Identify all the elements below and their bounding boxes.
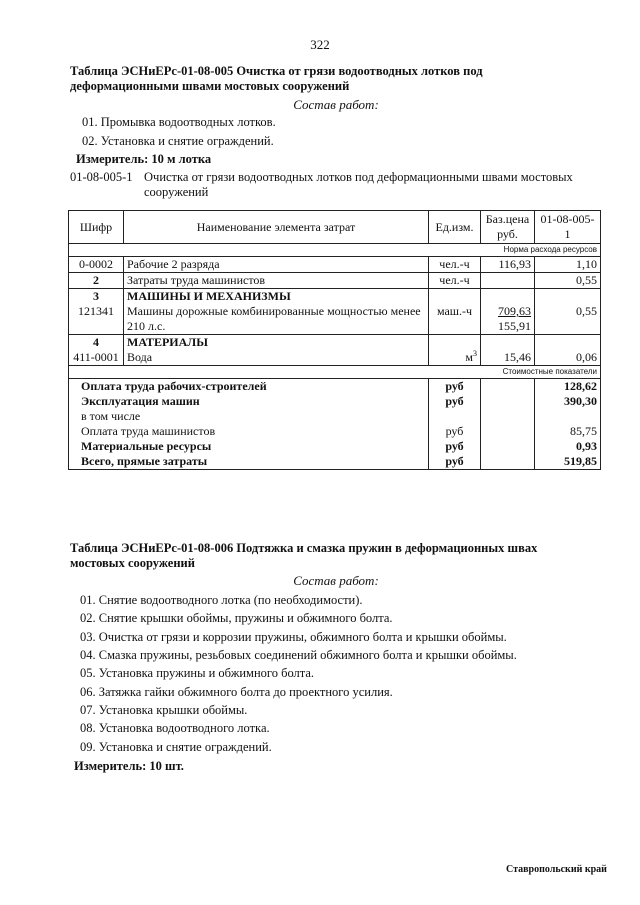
row-unit: чел.-ч [429,273,481,289]
header-name: Наименование элемента затрат [124,211,429,244]
cost-value [535,409,601,424]
row-cipher-group [69,289,124,335]
table2-title: Таблица ЭСНиЕРс-01-08-006 Подтяжка и смазка пружин в деформационных швах мостовых сооружений [70,541,538,570]
row-cipher: 2 [69,273,124,289]
table2-work-item: 03. Очистка от грязи и коррозии пружины, обжимного болта и крышки обоймы. [80,630,507,644]
table2-work-item: 01. Снятие водоотводного лотка (по необходимости). [80,593,363,607]
row-price: 15,46 [481,335,535,366]
cost-value: 0,93 [535,439,601,454]
norm-header-row [69,244,601,257]
table-header-row [69,211,601,244]
table-row [69,289,601,335]
header-code: 01-08-005-1 [535,211,601,244]
page-number: 322 [310,37,330,52]
table2-work-item: 05. Установка пружины и обжимного болта. [80,666,315,680]
cost-unit: руб [429,379,481,395]
table-row [69,257,601,273]
table2-work-item: 07. Установка крышки обоймы. [80,703,248,717]
table2-work-item: 08. Установка водоотводного лотка. [80,721,270,735]
table1-composition-heading: Состав работ: [293,97,379,112]
table2-work-item: 02. Снятие крышки обоймы, пружины и обжимного болта. [80,611,393,625]
table1-work-item: 01. Промывка водоотводных лотков. [82,115,276,129]
row-price [481,273,535,289]
row-name-group [124,335,429,366]
row-value: 0,55 [535,273,601,289]
row-value: 0,06 [535,335,601,366]
cost-name: Оплата труда рабочих-строителей [69,379,429,395]
row-name: Машины дорожные комбинированные мощностью менее 210 л.с. [127,304,421,333]
row-cipher: 0-0002 [69,257,124,273]
group-name: МАШИНЫ И МЕХАНИЗМЫ [127,289,291,303]
group-cipher: 3 [93,289,99,303]
row-price-group [481,289,535,335]
row-cipher: 121341 [78,304,114,318]
cost-unit: руб [429,454,481,470]
cost-unit: руб [429,439,481,454]
cost-unit [429,409,481,424]
cost-value: 85,75 [535,424,601,439]
row-cipher-group [69,335,124,366]
cost-header-row [69,366,601,379]
cost-unit: руб [429,424,481,439]
table1-code: 01-08-005-1 [70,170,133,184]
cost-name: Всего, прямые затраты [69,454,429,470]
group-name: МАТЕРИАЛЫ [127,335,208,349]
table1-title: Таблица ЭСНиЕРс-01-08-005 Очистка от грязи водоотводных лотков под деформационными швами мостовых сооружений [70,64,483,93]
cost-value: 390,30 [535,394,601,409]
table1-work-item: 02. Установка и снятие ограждений. [82,134,274,148]
row-name: Вода [127,350,153,364]
cost-table [68,210,601,470]
row-cipher: 411-0001 [73,350,119,364]
row-unit: $м^3$ [429,335,481,366]
cost-header: Стоимостные показатели [69,366,601,379]
cost-name: Эксплуатация машин [69,394,429,409]
footer-region: Ставропольский край [506,864,607,875]
cost-name: Материальные ресурсы [69,439,429,454]
row-value: 0,55 [535,289,601,335]
row-unit: маш.-ч [429,289,481,335]
table2-work-item: 04. Смазка пружины, резьбовых соединений обжимного болта и крышки обоймы. [80,648,517,662]
table2-measure: Измеритель: 10 шт. [74,759,184,773]
row-price-secondary: 155,91 [498,319,531,333]
table-row [69,335,601,366]
row-unit: чел.-ч [429,257,481,273]
table1-measure: Измеритель: 10 м лотка [76,152,212,166]
header-cipher: Шифр [69,211,124,244]
cost-blank [481,379,535,470]
row-name: Рабочие 2 разряда [124,257,429,273]
header-unit: Ед.изм. [429,211,481,244]
row-price: 116,93 [481,257,535,273]
cost-name: Оплата труда машинистов [69,424,429,439]
group-cipher: 4 [93,335,99,349]
cost-row [69,379,601,395]
table-row [69,273,601,289]
row-name: Затраты труда машинистов [124,273,429,289]
table2-work-item: 06. Затяжка гайки обжимного болта до проектного усилия. [80,685,393,699]
cost-value: 519,85 [535,454,601,470]
norm-header: Норма расхода ресурсов [69,244,601,257]
row-price: 709,63 [498,304,531,318]
table1-code-text: Очистка от грязи водоотводных лотков под деформационными швами мостовых сооружений [144,170,573,199]
table2-composition-heading: Состав работ: [293,573,379,588]
cost-name: в том числе [69,409,429,424]
row-name-group [124,289,429,335]
cost-unit: руб [429,394,481,409]
cost-value: 128,62 [535,379,601,395]
table2-work-item: 09. Установка и снятие ограждений. [80,740,272,754]
header-base-price: Баз.цена руб. [481,211,535,244]
row-value: 1,10 [535,257,601,273]
